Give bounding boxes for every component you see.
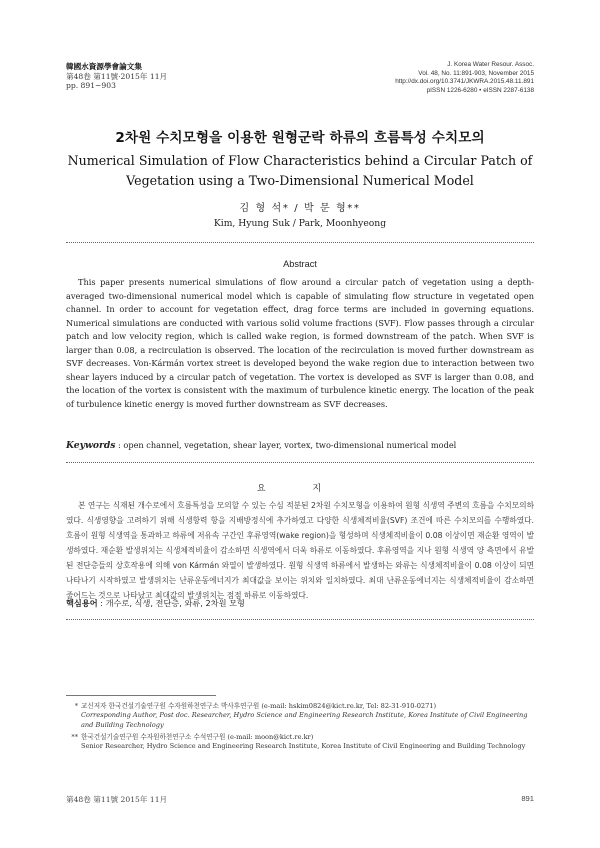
divider-bottom [66,619,534,620]
footnote-en: Senior Researcher, Hydro Science and Engineering Research Institute, Korea Institute of Civil Engineering and Building Technology [81,742,526,751]
keywords-label: Keywords [66,440,116,451]
journal-name-ko: 韓國水資源學會論文集 [66,62,142,71]
abstract-heading: Abstract [283,259,317,269]
keywords-line [66,440,534,451]
journal-name-en: J. Korea Water Resour. Assoc. [447,61,534,68]
authors-english: Kim, Hyung Suk / Park, Moonhyeong [213,218,387,229]
page-number: 891 [521,794,534,803]
journal-header-right [395,61,534,95]
footnote-author-1 [66,702,534,730]
title-korean: 2차원 수치모형을 이용한 원형군락 하류의 흐름특성 수치모의 [115,130,485,146]
title-english: Numerical Simulation of Flow Characteristics behind a Circular Patch of Vegetation using a Two-Dimensional Numerical Model [67,153,533,188]
korean-keywords-label: 핵심용어 [66,598,98,608]
korean-keywords-line [66,598,534,609]
footnote-mark: ** [71,733,78,741]
footnote-author-2 [66,733,534,752]
yoji-heading: 요 지 [256,484,344,494]
page-range: pp. 891~903 [66,81,116,91]
journal-header-left [66,62,167,91]
divider-top [66,242,534,243]
keywords-text: : open channel, vegetation, shear layer, vortex, two-dimensional numerical model [115,440,457,450]
volume-issue-en: Vol. 48, No. 11:891-903, November 2015 [418,69,534,77]
footnote-mark: * [74,702,78,710]
footer-volume: 第48卷 第11號 2015年 11月 [66,795,168,804]
authors-korean: 김 형 석* / 박 문 형** [239,203,361,214]
footnote-rule [66,695,216,696]
abstract-text: This paper presents numerical simulations of flow around a circular patch of vegetation using a depth-averaged two-dimensional numerical model which is capable of simulating flow structure in vegetated open channel. In order to account for vegetation effect, drag force terms are included in governing equations. Numerical simulations are conducted with various solid volume fractions (SVF). Flow passes through a circular patch and low velocity region, which is called wake region, is formed downstream of the patch. When SVF is larger than 0.08, a recirculation is observed. The location of the recirculation is moved further downstream as SVF decreases. Von-Kármán vortex street is developed beyond the wake region due to interaction between two shear layers induced by a circular patch of vegetation. The vortex is developed as SVF is larger than 0.08, and the location of the vortex is consistent with the maximum of turbulence kinetic energy. The location of the peak of turbulence kinetic energy is moved further downstream as SVF decreases. [66,277,534,409]
issn: pISSN 1226-6280 • eISSN 2287-6138 [426,86,534,94]
yoji-text: 본 연구는 식재된 개수로에서 흐름특성을 모의할 수 있는 수심 적분된 2차원 수치모형을 이용하여 원형 식생역 주변의 흐름을 수치모의하였다. 식생영향을 고려하기 위해 식생항력 항을 지배방정식에 추가하였고 다양한 식생체적비율(SVF) 조건에 따른 수치모의를 수행하였다. 흐름이 원형 식생역을 통과하고 하류에 저유속 구간인 후류영역(wake region)을 형성하며 식생체적비율이 0.08 이상이면 재순환 영역이 발생하였다. 재순환 발생위치는 식생체적비율이 감소하면 식생역에서 더욱 하류로 이동하였다. 후류영역을 지나 원형 식생역 양 측면에서 유발된 전단층들의 상호작용에 의해 von Kármán 와열이 발생하였다. 원형 식생역 하류에서 발생하는 와류는 식생체적비율이 0.08 이상이 되면 나타나기 시작하였고 발생위치는 난류운동에너지가 최대값을 보이는 위치와 일치하였다. 최대 난류운동에너지는 식생체적비율이 감소하면 줄어드는 것으로 나타났고 최대값의 발생위치는 점점 하류로 이동하였다. [66,501,534,600]
volume-issue-ko: 第48卷 第11號·2015年 11月 [66,71,168,81]
footnote-en: Corresponding Author, Post doc. Researcher, Hydro Science and Engineering Research Institute, Korea Institute of Civil Engineering and Building Technology [81,711,528,729]
footnote-ko: 교신저자 한국건설기술연구원 수자원하천연구소 박사후연구원 (e-mail: hskim0824@kict.re.kr, Tel: 82-31-910-0271) [81,702,437,710]
footnote-ko: 한국건설기술연구원 수자원하천연구소 수석연구원 (e-mail: moon@kict.re.kr) [81,733,314,741]
korean-keywords-text: : 개수로, 식생, 전단층, 와류, 2차원 모형 [97,598,245,608]
divider-middle [66,462,534,463]
doi-link[interactable]: http://dx.doi.org/10.3741/JKWRA.2015.48.11.891 [395,78,534,86]
